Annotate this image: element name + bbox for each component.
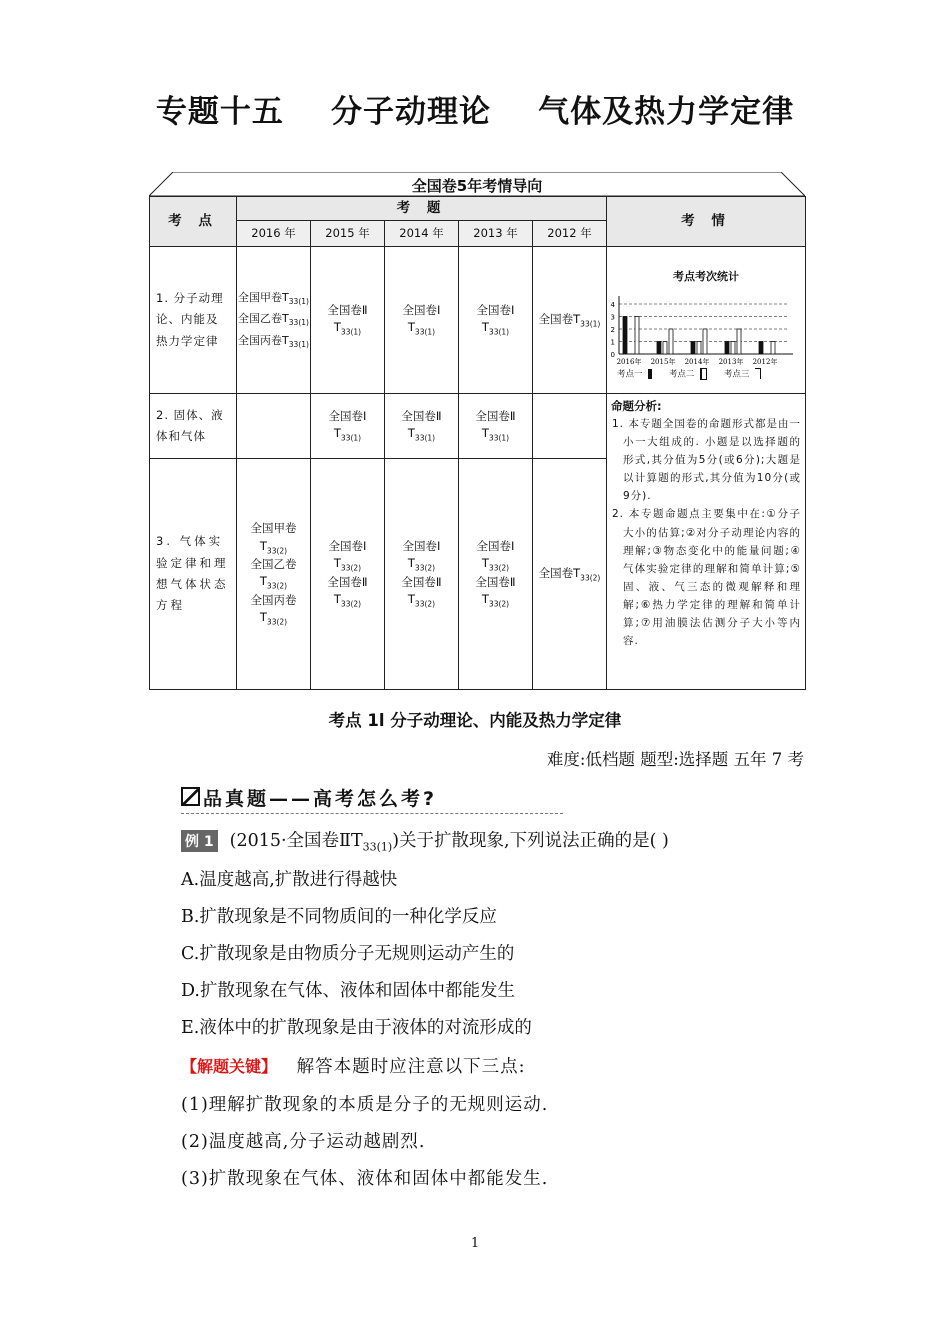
y-tick-label: 0 [610,350,615,359]
key-text: 解答本题时应注意以下三点: [296,1057,526,1077]
cell-r2-2012 [533,394,607,459]
example-badge: 例 1 [181,830,218,852]
key-line [181,1053,526,1078]
year-2016: 2016 年 [237,221,311,247]
cell-r2-2015: 全国卷Ⅰ $T_{33(1)}$ [311,394,385,459]
x-tick-label: 2014年 [684,357,710,366]
cell-r3-2013: 全国卷Ⅰ $T_{33(2)}$ 全国卷Ⅱ $T_{33(2)}$ [459,459,533,690]
cell-r3-2015: 全国卷Ⅰ $T_{33(2)}$ 全国卷Ⅱ $T_{33(2)}$ [311,459,385,690]
table-banner-title: 全国卷5年考情导向 [411,177,543,195]
option-a: A.温度越高,扩散进行得越快 [181,870,398,890]
cell-r3-2012: 全国卷$T_{33(2)}$ [533,459,607,690]
chart-bar-2 [697,341,701,354]
kaodian-2: 2. 固体、液体和气体 [150,394,237,459]
chart-bar-3 [737,329,741,354]
kaodian-3: 3. 气体实验定律和理想气体状态方程 [150,459,237,690]
chart-bar-1 [623,316,627,354]
year-2013: 2013 年 [459,221,533,247]
x-tick-label: 2013年 [718,357,744,366]
chart-title: 考点考次统计 [673,270,739,283]
cell-r1-2013: 全国卷Ⅰ $T_{33(1)}$ [459,247,533,394]
cell-r3-2016: 全国甲卷 $T_{33(2)}$ 全国乙卷 $T_{33(2)}$ 全国丙卷 $T_{33(2)}$ [237,459,311,690]
analysis-title: 命题分析: [611,399,662,413]
section-title: 考点 1l 分子动理论、内能及热力学定律 [328,711,622,730]
exam-table [149,196,806,690]
cell-r2-2016 [237,394,311,459]
analysis-point-1: 1. 本专题全国卷的命题形式都是由一小一大组成的. 小题是以选择题的形式,其分值为5分(或6分);大题是以计算题的形式,其分值为10分(或9分). [612,418,801,503]
key-point-3: (3)扩散现象在气体、液体和固体中都能发生. [181,1169,549,1189]
cell-r2-2014: 全国卷Ⅱ $T_{33(1)}$ [385,394,459,459]
x-tick-label: 2016年 [616,357,642,366]
key-point-1: (1)理解扩散现象的本质是分子的无规则运动. [181,1095,549,1115]
section-banner: 品真题——高考怎么考? [181,784,437,811]
key-point-2: (2)温度越高,分子运动越剧烈. [181,1132,426,1152]
cell-r1-2014: 全国卷Ⅰ $T_{33(1)}$ [385,247,459,394]
page-title: 专题十五 分子动理论 气体及热力学定律 [155,94,795,130]
analysis-point-2: 2. 本专题命题点主要集中在:①分子大小的估算;②对分子动理论内容的理解;③物态变化中的能量问题;④气体实验定律的理解和简单计算;⑤固、液、气三态的微观解释和理解;⑥热力学定律的理解和简单计算;⑦用油膜法估测分子大小等内容. [612,508,801,647]
example-stem: 例 1 (2015·全国卷$ⅡT_{33(1)}$)关于扩散现象,下列说法正确的是( ) [181,827,669,854]
y-tick-label: 2 [610,325,615,334]
header-kaoqing: 考 情 [607,197,806,247]
legend-item-2: 考点二 [668,369,695,379]
cell-r2-2013: 全国卷Ⅱ $T_{33(1)}$ [459,394,533,459]
chart-bar-3 [669,329,673,354]
exam-frequency-chart [607,286,804,368]
page-number: 1 [470,1236,480,1251]
cell-r1-2015: 全国卷Ⅱ $T_{33(1)}$ [311,247,385,394]
option-c: C.扩散现象是由物质分子无规则运动产生的 [181,944,515,964]
chart-bar-1 [657,341,661,354]
cell-r3-2014: 全国卷Ⅰ $T_{33(2)}$ 全国卷Ⅱ $T_{33(2)}$ [385,459,459,690]
exam-overview-table [149,172,805,692]
section-meta: 难度:低档题 题型:选择题 五年 7 考 [546,750,804,769]
chart-bar-3 [635,316,639,354]
cell-r1-2012: 全国卷$T_{33(1)}$ [533,247,607,394]
chart-cell [607,247,806,394]
option-d: D.扩散现象在气体、液体和固体中都能发生 [181,981,515,1001]
chart-bar-1 [725,341,729,354]
chart-bar-2 [731,341,735,354]
banner-divider [181,813,563,814]
chart-bar-3 [771,341,775,354]
key-label: 【解题关键】 [181,1057,278,1076]
option-e: E.液体中的扩散现象是由于液体的对流形成的 [181,1018,532,1038]
y-tick-label: 4 [610,300,615,309]
year-2014: 2014 年 [385,221,459,247]
y-tick-label: 3 [610,313,615,321]
checkbox-icon [181,787,200,806]
option-b: B.扩散现象是不同物质间的一种化学反应 [181,907,497,927]
chart-bar-1 [759,341,763,354]
x-tick-label: 2012年 [752,357,778,366]
analysis-cell [607,394,806,690]
legend-item-3: 考点三 [723,369,750,379]
chart-bar-3 [703,329,707,354]
year-2012: 2012 年 [533,221,607,247]
cell-r1-2016: 全国甲卷$T_{33(1)}$ 全国乙卷$T_{33(1)}$ 全国丙卷$T_{33(1)}$ [237,247,311,394]
kaodian-1: 1. 分子动理论、内能及热力学定律 [150,247,237,394]
chart-legend [607,368,805,381]
header-kaodian: 考 点 [150,197,237,247]
header-kaoti: 考 题 [237,197,607,221]
y-tick-label: 1 [610,338,615,346]
x-tick-label: 2015年 [650,357,676,366]
legend-item-1: 考点一 [617,369,643,379]
chart-bar-1 [691,341,695,354]
chart-bar-2 [663,341,667,354]
year-2015: 2015 年 [311,221,385,247]
